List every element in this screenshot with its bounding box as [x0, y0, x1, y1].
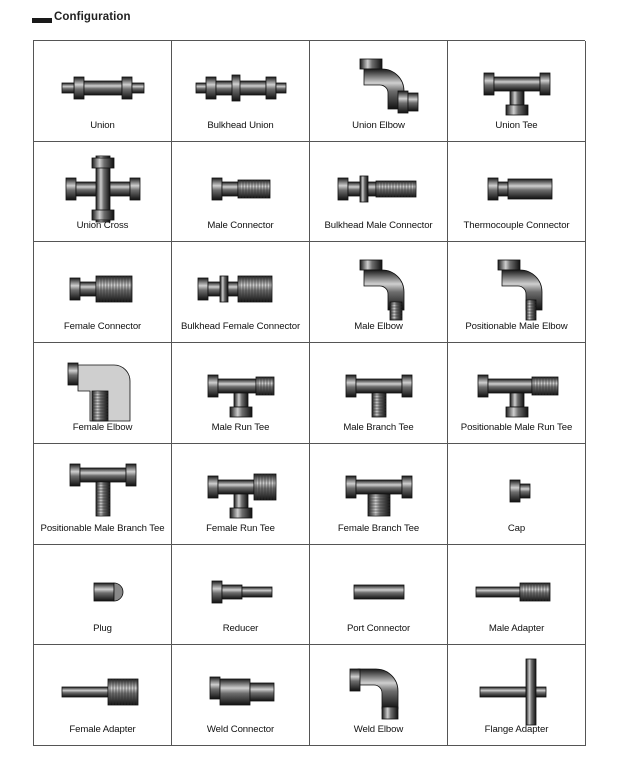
- flange-adapter-icon: [472, 659, 562, 725]
- fittings-grid: [33, 40, 585, 746]
- weld-connector-icon: [196, 659, 286, 725]
- male-run-tee-icon: [196, 357, 286, 423]
- bulkhead-union-icon: [196, 55, 286, 121]
- fitting-cell: [310, 242, 448, 343]
- female-run-tee-icon: [196, 458, 286, 524]
- fitting-cell: [34, 645, 172, 746]
- cap-icon: [472, 458, 562, 524]
- section-title: Configuration: [54, 11, 131, 23]
- positionable-male-branch-tee-icon: [58, 458, 148, 524]
- fitting-label: Male Elbow: [354, 321, 403, 333]
- male-branch-tee-icon: [334, 357, 424, 423]
- male-elbow-icon: [334, 256, 424, 322]
- fitting-cell: [172, 242, 310, 343]
- fitting-cell: [172, 444, 310, 545]
- fitting-cell: [34, 41, 172, 142]
- fitting-label: Female Branch Tee: [337, 522, 420, 534]
- fitting-label: Female Adapter: [69, 724, 136, 735]
- fitting-label: Union Cross: [76, 220, 129, 232]
- positionable-male-run-tee-icon: [472, 357, 562, 423]
- fitting-cell: [172, 645, 310, 746]
- fitting-cell: [34, 545, 172, 646]
- male-connector-icon: [196, 156, 286, 222]
- fitting-label: Female Connector: [63, 321, 142, 333]
- fitting-cell: [310, 444, 448, 545]
- fitting-cell: [310, 645, 448, 746]
- fitting-label: Positionable Male Run Tee: [460, 421, 573, 433]
- fitting-cell: [172, 41, 310, 142]
- union-tee-icon: [472, 55, 562, 121]
- fitting-label: Male Connector: [207, 220, 274, 232]
- fitting-label: Bulkhead Union: [207, 119, 274, 131]
- union-icon: [58, 55, 148, 121]
- weld-elbow-icon: [334, 659, 424, 725]
- fitting-cell: [448, 444, 586, 545]
- fitting-cell: [448, 242, 586, 343]
- fitting-cell: [448, 645, 586, 746]
- header-bar-icon: [32, 18, 52, 23]
- bulkhead-female-connector-icon: [196, 256, 286, 322]
- fitting-cell: [34, 142, 172, 243]
- female-connector-icon: [58, 256, 148, 322]
- fitting-cell: [34, 343, 172, 444]
- reducer-icon: [196, 559, 286, 625]
- fitting-label: Female Elbow: [72, 421, 133, 433]
- fitting-label: Positionable Male Branch Tee: [40, 522, 165, 534]
- female-adapter-icon: [58, 659, 148, 725]
- fitting-label: Bulkhead Male Connector: [324, 220, 433, 232]
- fitting-label: Weld Elbow: [353, 724, 404, 735]
- port-connector-icon: [334, 559, 424, 625]
- female-elbow-icon: [58, 357, 148, 423]
- fitting-cell: [448, 343, 586, 444]
- fitting-cell: [172, 545, 310, 646]
- thermocouple-connector-icon: [472, 156, 562, 222]
- fitting-label: Port Connector: [346, 623, 411, 635]
- fitting-cell: [448, 142, 586, 243]
- fitting-cell: [310, 545, 448, 646]
- fitting-label: Union: [90, 119, 115, 131]
- fitting-label: Male Run Tee: [211, 421, 270, 433]
- bulkhead-male-connector-icon: [334, 156, 424, 222]
- positionable-male-elbow-icon: [472, 256, 562, 322]
- fitting-label: Reducer: [222, 623, 259, 635]
- fitting-cell: [172, 142, 310, 243]
- fitting-cell: [448, 545, 586, 646]
- fitting-cell: [172, 343, 310, 444]
- male-adapter-icon: [472, 559, 562, 625]
- union-cross-icon: [58, 156, 148, 222]
- fitting-label: Thermocouple Connector: [463, 220, 570, 232]
- fitting-cell: [34, 242, 172, 343]
- fitting-label: Positionable Male Elbow: [465, 321, 568, 333]
- fitting-cell: [34, 444, 172, 545]
- fitting-label: Union Elbow: [352, 119, 405, 131]
- fitting-label: Plug: [93, 623, 112, 635]
- section-header: [32, 8, 131, 26]
- fitting-cell: [310, 41, 448, 142]
- fitting-label: Flange Adapter: [484, 724, 549, 735]
- fitting-label: Female Run Tee: [206, 522, 275, 534]
- fitting-label: Male Adapter: [488, 623, 545, 635]
- fitting-label: Weld Connector: [206, 724, 275, 735]
- fitting-cell: [448, 41, 586, 142]
- fitting-cell: [310, 343, 448, 444]
- fitting-label: Union Tee: [495, 119, 538, 131]
- union-elbow-icon: [334, 55, 424, 121]
- fitting-label: Bulkhead Female Connector: [180, 321, 301, 333]
- fitting-label: Male Branch Tee: [343, 421, 414, 433]
- female-branch-tee-icon: [334, 458, 424, 524]
- fitting-label: Cap: [507, 522, 526, 534]
- plug-icon: [58, 559, 148, 625]
- fitting-cell: [310, 142, 448, 243]
